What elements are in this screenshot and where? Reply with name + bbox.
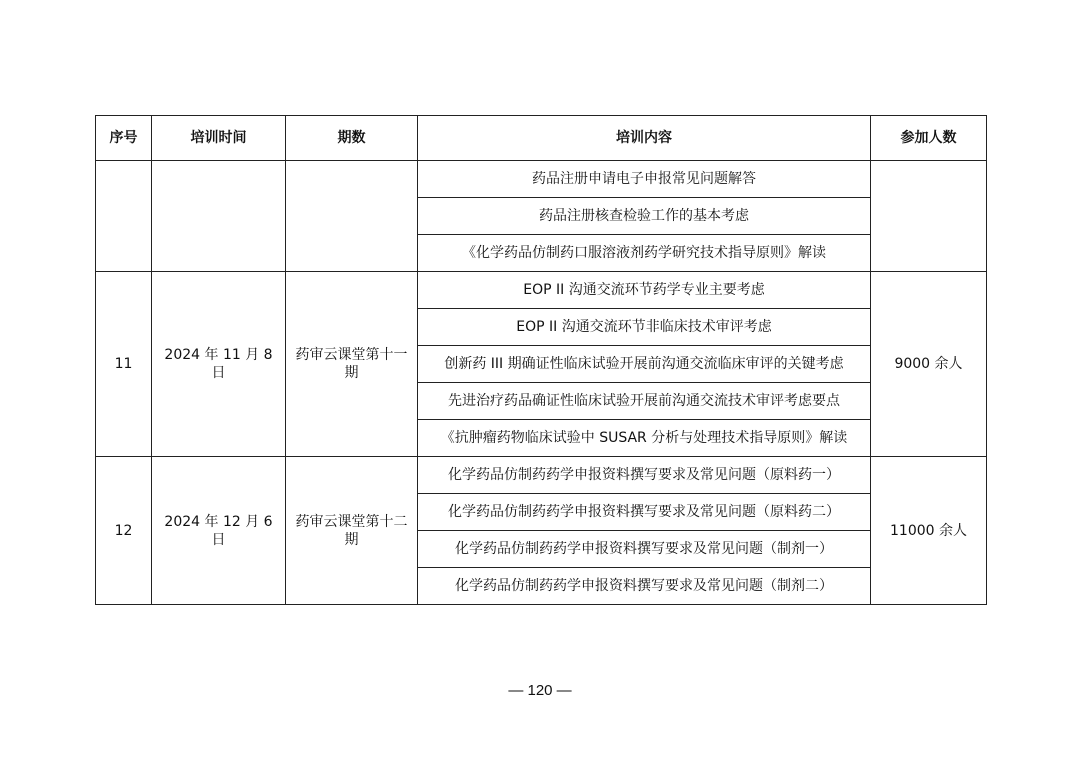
cell-date: 2024 年 11 月 8 日 — [152, 272, 286, 457]
content-cell: 化学药品仿制药药学申报资料撰写要求及常见问题（原料药一） — [418, 457, 871, 494]
content-cell: EOP II 沟通交流环节药学专业主要考虑 — [418, 272, 871, 309]
cell-attendees-empty — [871, 161, 987, 272]
content-cell: 药品注册核查检验工作的基本考虑 — [418, 198, 871, 235]
content-cell: 化学药品仿制药药学申报资料撰写要求及常见问题（原料药二） — [418, 494, 871, 531]
content-cell: 化学药品仿制药药学申报资料撰写要求及常见问题（制剂二） — [418, 568, 871, 605]
header-row — [96, 116, 987, 161]
content-cell: 《化学药品仿制药口服溶液剂药学研究技术指导原则》解读 — [418, 235, 871, 272]
cell-attendees: 11000 余人 — [871, 457, 987, 605]
content-cell: 先进治疗药品确证性临床试验开展前沟通交流技术审评考虑要点 — [418, 383, 871, 420]
table-row — [96, 457, 987, 494]
header-date: 培训时间 — [152, 116, 286, 161]
content-cell: 创新药 III 期确证性临床试验开展前沟通交流临床审评的关键考虑 — [418, 346, 871, 383]
table-row — [96, 161, 987, 198]
header-session: 期数 — [286, 116, 418, 161]
cell-attendees: 9000 余人 — [871, 272, 987, 457]
page-number: — 120 — — [508, 682, 572, 699]
content-cell: 《抗肿瘤药物临床试验中 SUSAR 分析与处理技术指导原则》解读 — [418, 420, 871, 457]
content-cell: 化学药品仿制药药学申报资料撰写要求及常见问题（制剂一） — [418, 531, 871, 568]
content-cell: EOP II 沟通交流环节非临床技术审评考虑 — [418, 309, 871, 346]
cell-no-empty — [96, 161, 152, 272]
cell-session: 药审云课堂第十一期 — [286, 272, 418, 457]
header-no: 序号 — [96, 116, 152, 161]
cell-session: 药审云课堂第十二期 — [286, 457, 418, 605]
cell-no: 11 — [96, 272, 152, 457]
table-row — [96, 272, 987, 309]
content-cell: 药品注册申请电子申报常见问题解答 — [418, 161, 871, 198]
cell-date: 2024 年 12 月 6 日 — [152, 457, 286, 605]
training-table — [95, 115, 987, 605]
header-attendees: 参加人数 — [871, 116, 987, 161]
cell-no: 12 — [96, 457, 152, 605]
cell-date-empty — [152, 161, 286, 272]
header-content: 培训内容 — [418, 116, 871, 161]
cell-session-empty — [286, 161, 418, 272]
